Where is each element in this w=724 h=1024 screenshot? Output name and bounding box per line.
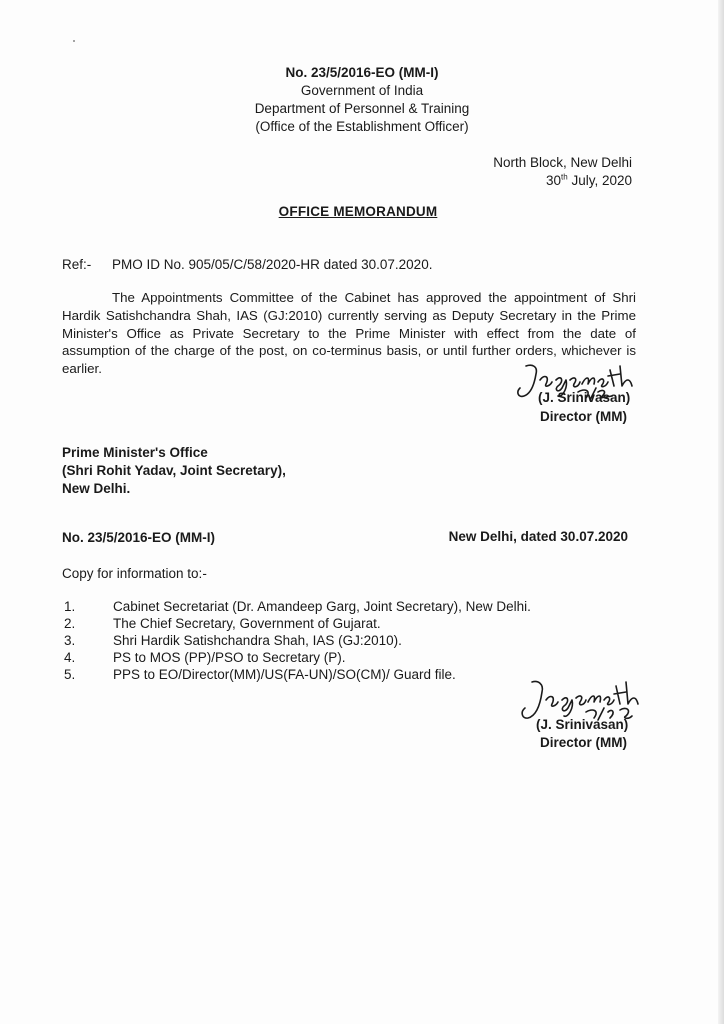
memo-body-text: The Appointments Committee of the Cabinet has approved the appointment of Shri Hardik Satishchandra Shah, IAS (GJ:2010) currently serving as Deputy Secretary in the Prime Minister's Office as Private Secretary to the Prime Minister with effect from the date of assumption of the charge of the post, on co-terminus basis, or until further orders, whichever is earlier. xyxy=(62,290,636,377)
date-day-suffix: th xyxy=(561,172,568,182)
file-number: No. 23/5/2016-EO (MM-I) xyxy=(285,65,439,80)
addressee-line-2: (Shri Rohit Yadav, Joint Secretary), xyxy=(62,463,286,478)
list-item-number: 5. xyxy=(64,667,76,682)
list-item-number: 1. xyxy=(64,599,76,614)
date-day: 30 xyxy=(545,173,562,188)
signature-2-designation: Director (MM) xyxy=(540,735,627,750)
place-line: North Block, New Delhi xyxy=(493,155,632,170)
copy-intro: Copy for information to:- xyxy=(62,566,207,581)
list-item-number: 3. xyxy=(64,633,76,648)
signature-1-name: (J. Srinivasan) xyxy=(538,390,631,405)
page-edge-shadow xyxy=(718,0,724,1024)
list-item-text: PS to MOS (PP)/PSO to Secretary (P). xyxy=(113,650,346,665)
signature-2-name: (J. Srinivasan) xyxy=(536,717,629,732)
ref-text: PMO ID No. 905/05/C/58/2020-HR dated 30.07.2020. xyxy=(112,257,433,272)
office-line: (Office of the Establishment Officer) xyxy=(255,119,469,134)
scan-speck xyxy=(73,40,75,42)
addressee-line-1: Prime Minister's Office xyxy=(62,445,208,460)
list-item-number: 2. xyxy=(64,616,76,631)
copy-file-number: No. 23/5/2016-EO (MM-I) xyxy=(62,530,216,545)
list-item-number: 4. xyxy=(64,650,76,665)
list-item-text: PPS to EO/Director(MM)/US(FA-UN)/SO(CM)/ Guard file. xyxy=(113,667,456,682)
government-line: Government of India xyxy=(300,83,424,98)
signature-1-designation: Director (MM) xyxy=(540,409,627,424)
department-line: Department of Personnel & Training xyxy=(254,101,470,116)
list-item-text: Shri Hardik Satishchandra Shah, IAS (GJ:2010). xyxy=(113,633,402,648)
memo-title: OFFICE MEMORANDUM xyxy=(278,204,438,219)
list-item-text: Cabinet Secretariat (Dr. Amandeep Garg, Joint Secretary), New Delhi. xyxy=(113,599,531,614)
date-month-year: July, 2020 xyxy=(571,173,632,188)
addressee-line-3: New Delhi. xyxy=(62,481,131,496)
copy-place-date: New Delhi, dated 30.07.2020 xyxy=(448,529,628,544)
list-item-text: The Chief Secretary, Government of Gujarat. xyxy=(113,616,381,631)
ref-label: Ref:- xyxy=(62,257,92,272)
date-line xyxy=(546,173,632,188)
